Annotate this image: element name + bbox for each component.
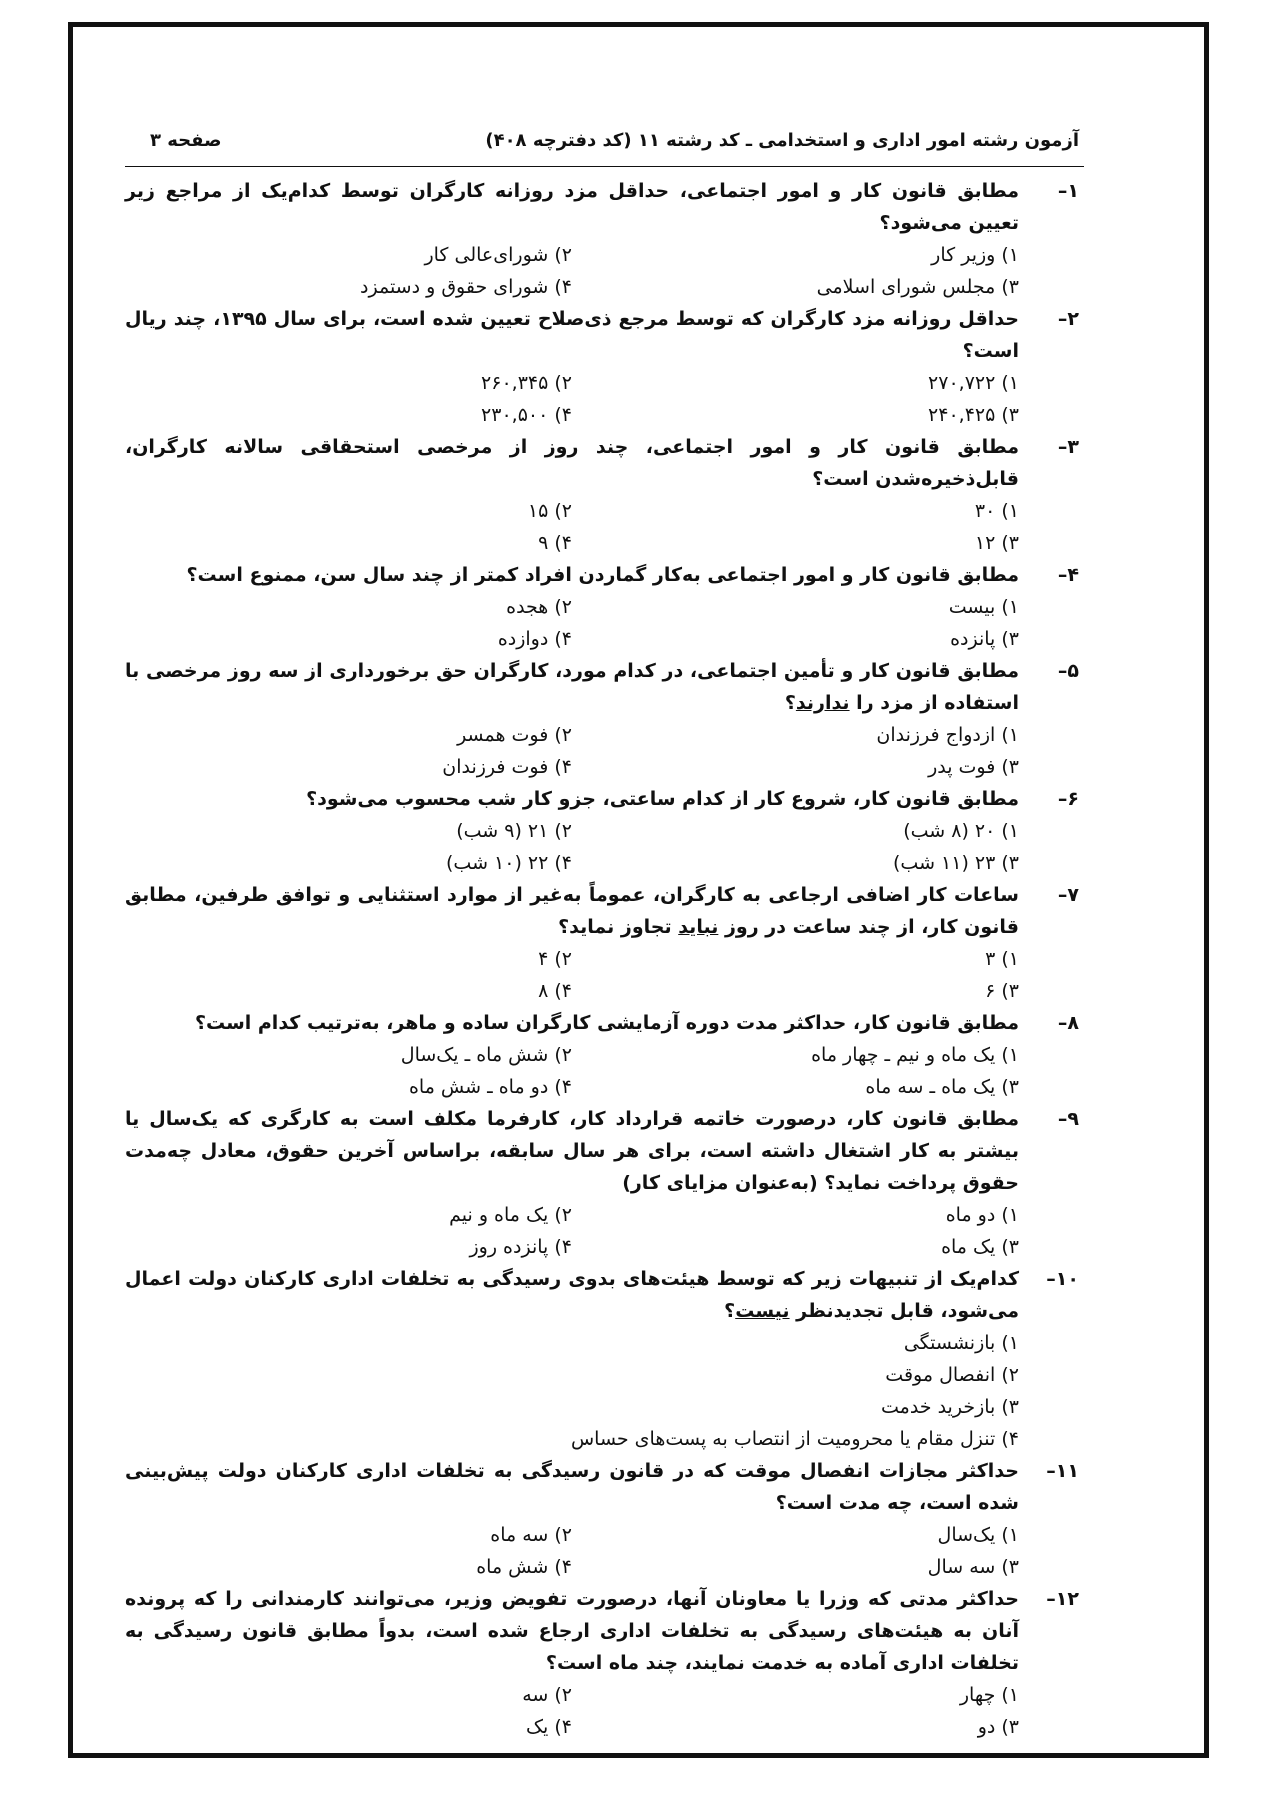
option-2[interactable]: ۲) فوت همسر xyxy=(457,724,572,746)
question-stem: مطابق قانون کار و امور اجتماعی به‌کار گماردن افراد کمتر از چند سال سن، ممنوع است؟ xyxy=(186,564,1019,586)
question-11 xyxy=(125,1455,1079,1583)
question-number: ۸– xyxy=(1057,1012,1079,1034)
option-4[interactable]: ۴) یک xyxy=(526,1716,572,1738)
option-1[interactable]: ۱) دو ماه xyxy=(945,1204,1019,1226)
question-number: ۷– xyxy=(1057,884,1079,906)
question-12 xyxy=(125,1583,1079,1743)
option-1[interactable]: ۱) بازنشستگی xyxy=(903,1332,1019,1354)
option-2[interactable]: ۲) ۲۶۰,۳۴۵ xyxy=(481,372,572,394)
question-5 xyxy=(125,655,1079,783)
option-3[interactable]: ۳) یک ماه xyxy=(941,1236,1019,1258)
options xyxy=(125,1327,1019,1455)
stem-emphasis: نیست xyxy=(735,1300,790,1322)
option-1[interactable]: ۱) وزیر کار xyxy=(931,244,1019,266)
page-number: صفحه ۳ xyxy=(150,130,222,151)
option-2[interactable]: ۲) ۴ xyxy=(538,948,572,970)
option-1[interactable]: ۱) ۲۷۰,۷۲۲ xyxy=(928,372,1019,394)
question-stem xyxy=(125,1263,1019,1327)
question-stem: حداقل روزانه مزد کارگران که توسط مرجع ذی‌صلاح تعیین شده است، برای سال ۱۳۹۵، چند ریال است؟ xyxy=(125,308,1019,362)
exam-title: آزمون رشته امور اداری و استخدامی ـ کد رشته ۱۱ (کد دفترچه ۴۰۸) xyxy=(485,130,1079,151)
question-number: ۱– xyxy=(1057,180,1079,202)
option-1[interactable]: ۱) چهار xyxy=(959,1684,1019,1706)
stem-text-end: تجاوز نماید؟ xyxy=(558,916,679,938)
question-stem: مطابق قانون کار و امور اجتماعی، حداقل مزد روزانه کارگران توسط کدام‌یک از مراجع زیر تعیین می‌شود؟ xyxy=(125,180,1019,234)
option-3[interactable]: ۳) یک ماه ـ سه ماه xyxy=(865,1076,1019,1098)
option-3[interactable]: ۳) ۶ xyxy=(985,980,1019,1002)
option-2[interactable]: ۲) هجده xyxy=(506,596,572,618)
question-number: ۱۲– xyxy=(1046,1588,1079,1610)
option-3[interactable]: ۳) سه سال xyxy=(927,1556,1019,1578)
option-4[interactable]: ۴) ۹ xyxy=(538,532,572,554)
page-header xyxy=(150,130,1079,160)
option-2[interactable]: ۲) انفصال موقت xyxy=(885,1364,1019,1386)
option-2[interactable]: ۲) ۱۵ xyxy=(527,500,572,522)
option-4[interactable]: ۴) دوازده xyxy=(497,628,572,650)
option-4[interactable]: ۴) ۲۳۰,۵۰۰ xyxy=(481,404,572,426)
question-stem xyxy=(125,879,1019,943)
question-3 xyxy=(125,431,1079,559)
stem-text: ساعات کار اضافی ارجاعی به کارگران، عموماً به‌غیر از موارد استثنایی و توافق طرفین، مطابق قانون کار، از چند ساعت در روز xyxy=(125,884,1019,938)
question-number: ۲– xyxy=(1057,308,1079,330)
option-1[interactable]: ۱) یک‌سال xyxy=(937,1524,1019,1546)
options xyxy=(125,1519,1019,1583)
options xyxy=(125,1039,1019,1103)
option-1[interactable]: ۱) یک ماه و نیم ـ چهار ماه xyxy=(811,1044,1019,1066)
question-stem: مطابق قانون کار، حداکثر مدت دوره آزمایشی کارگران ساده و ماهر، به‌ترتیب کدام است؟ xyxy=(194,1012,1019,1034)
option-4[interactable]: ۴) شش ماه xyxy=(476,1556,572,1578)
option-3[interactable]: ۳) ۱۲ xyxy=(974,532,1019,554)
question-number: ۳– xyxy=(1057,436,1079,458)
question-8 xyxy=(125,1007,1079,1103)
option-4[interactable]: ۴) پانزده روز xyxy=(469,1236,572,1258)
options xyxy=(125,591,1019,655)
option-1[interactable]: ۱) بیست xyxy=(948,596,1019,618)
option-1[interactable]: ۱) ۳ xyxy=(985,948,1019,970)
question-1 xyxy=(125,175,1079,303)
options xyxy=(125,719,1019,783)
options xyxy=(125,1199,1019,1263)
question-2 xyxy=(125,303,1079,431)
stem-emphasis: ندارند xyxy=(795,692,850,714)
question-stem: مطابق قانون کار، شروع کار از کدام ساعتی، جزو کار شب محسوب می‌شود؟ xyxy=(306,788,1019,810)
question-number: ۶– xyxy=(1057,788,1079,810)
question-10 xyxy=(125,1263,1079,1455)
option-2[interactable]: ۲) یک ماه و نیم xyxy=(449,1204,572,1226)
option-1[interactable]: ۱) ۲۰ (۸ شب) xyxy=(903,820,1019,842)
options xyxy=(125,495,1019,559)
option-2[interactable]: ۲) شورای‌عالی کار xyxy=(424,244,572,266)
option-4[interactable]: ۴) فوت فرزندان xyxy=(442,756,572,778)
question-number: ۵– xyxy=(1057,660,1079,682)
options xyxy=(125,943,1019,1007)
question-stem xyxy=(125,655,1019,719)
question-number: ۱۱– xyxy=(1046,1460,1079,1482)
option-4[interactable]: ۴) تنزل مقام یا محرومیت از انتصاب به پست‌های حساس xyxy=(570,1428,1019,1450)
question-number: ۴– xyxy=(1057,564,1079,586)
option-1[interactable]: ۱) ۳۰ xyxy=(974,500,1019,522)
stem-text-end: ؟ xyxy=(724,1300,736,1322)
option-3[interactable]: ۳) بازخرید خدمت xyxy=(880,1396,1019,1418)
question-7 xyxy=(125,879,1079,1007)
question-stem: مطابق قانون کار و امور اجتماعی، چند روز از مرخصی استحقاقی سالانه کارگران، قابل‌ذخیره‌شدن است؟ xyxy=(125,436,1019,490)
options xyxy=(125,1679,1019,1743)
option-2[interactable]: ۲) ۲۱ (۹ شب) xyxy=(456,820,572,842)
question-4 xyxy=(125,559,1079,655)
option-4[interactable]: ۴) شورای حقوق و دستمزد xyxy=(360,276,572,298)
question-number: ۹– xyxy=(1057,1108,1079,1130)
question-6 xyxy=(125,783,1079,879)
option-3[interactable]: ۳) پانزده xyxy=(950,628,1019,650)
option-2[interactable]: ۲) شش ماه ـ یک‌سال xyxy=(400,1044,572,1066)
options xyxy=(125,239,1019,303)
option-4[interactable]: ۴) ۲۲ (۱۰ شب) xyxy=(446,852,572,874)
stem-text: کدام‌یک از تنبیهات زیر که توسط هیئت‌های بدوی رسیدگی به تخلفات اداری کارکنان دولت اعمال می‌شود، قابل تجدیدنظر xyxy=(125,1268,1019,1322)
stem-text: مطابق قانون کار و تأمین اجتماعی، در کدام مورد، کارگران حق برخورداری از سه روز مرخصی با استفاده از مزد را xyxy=(125,660,1019,714)
header-divider xyxy=(125,166,1084,167)
questions-list xyxy=(125,175,1079,1743)
options xyxy=(125,815,1019,879)
option-3[interactable]: ۳) دو xyxy=(977,1716,1019,1738)
option-3[interactable]: ۳) مجلس شورای اسلامی xyxy=(816,276,1019,298)
option-4[interactable]: ۴) دو ماه ـ شش ماه xyxy=(408,1076,572,1098)
option-4[interactable]: ۴) ۸ xyxy=(538,980,572,1002)
option-2[interactable]: ۲) سه xyxy=(522,1684,572,1706)
question-number: ۱۰– xyxy=(1046,1268,1079,1290)
option-3[interactable]: ۳) ۲۴۰,۴۲۵ xyxy=(928,404,1019,426)
option-2[interactable]: ۲) سه ماه xyxy=(490,1524,572,1546)
option-3[interactable]: ۳) ۲۳ (۱۱ شب) xyxy=(893,852,1019,874)
question-stem: حداکثر مجازات انفصال موقت که در قانون رسیدگی به تخلفات اداری کارکنان دولت پیش‌بینی شده است، چه مدت است؟ xyxy=(125,1460,1019,1514)
question-stem: مطابق قانون کار، درصورت خاتمه قرارداد کار، کارفرما مکلف است به کارگری که یک‌سال یا بیشتر به کار اشتغال داشته است، برای هر سال سابقه، براساس آخرین حقوق، معادل چه‌مدت حقوق پرداخت نماید؟ (به‌عنوان مزایای کار) xyxy=(125,1108,1019,1194)
options xyxy=(125,367,1019,431)
option-3[interactable]: ۳) فوت پدر xyxy=(928,756,1019,778)
question-9 xyxy=(125,1103,1079,1263)
option-1[interactable]: ۱) ازدواج فرزندان xyxy=(876,724,1019,746)
stem-text-end: ؟ xyxy=(784,692,796,714)
question-stem: حداکثر مدتی که وزرا یا معاونان آنها، درصورت تفویض وزیر، می‌توانند کارمندانی را که پرونده آنان به هیئت‌های رسیدگی به تخلفات اداری ارجاع شده است، بدواً مطابق قانون رسیدگی به تخلفات اداری آماده به خدمت نمایند، چند ماه است؟ xyxy=(125,1588,1019,1674)
stem-emphasis: نباید xyxy=(678,916,719,938)
